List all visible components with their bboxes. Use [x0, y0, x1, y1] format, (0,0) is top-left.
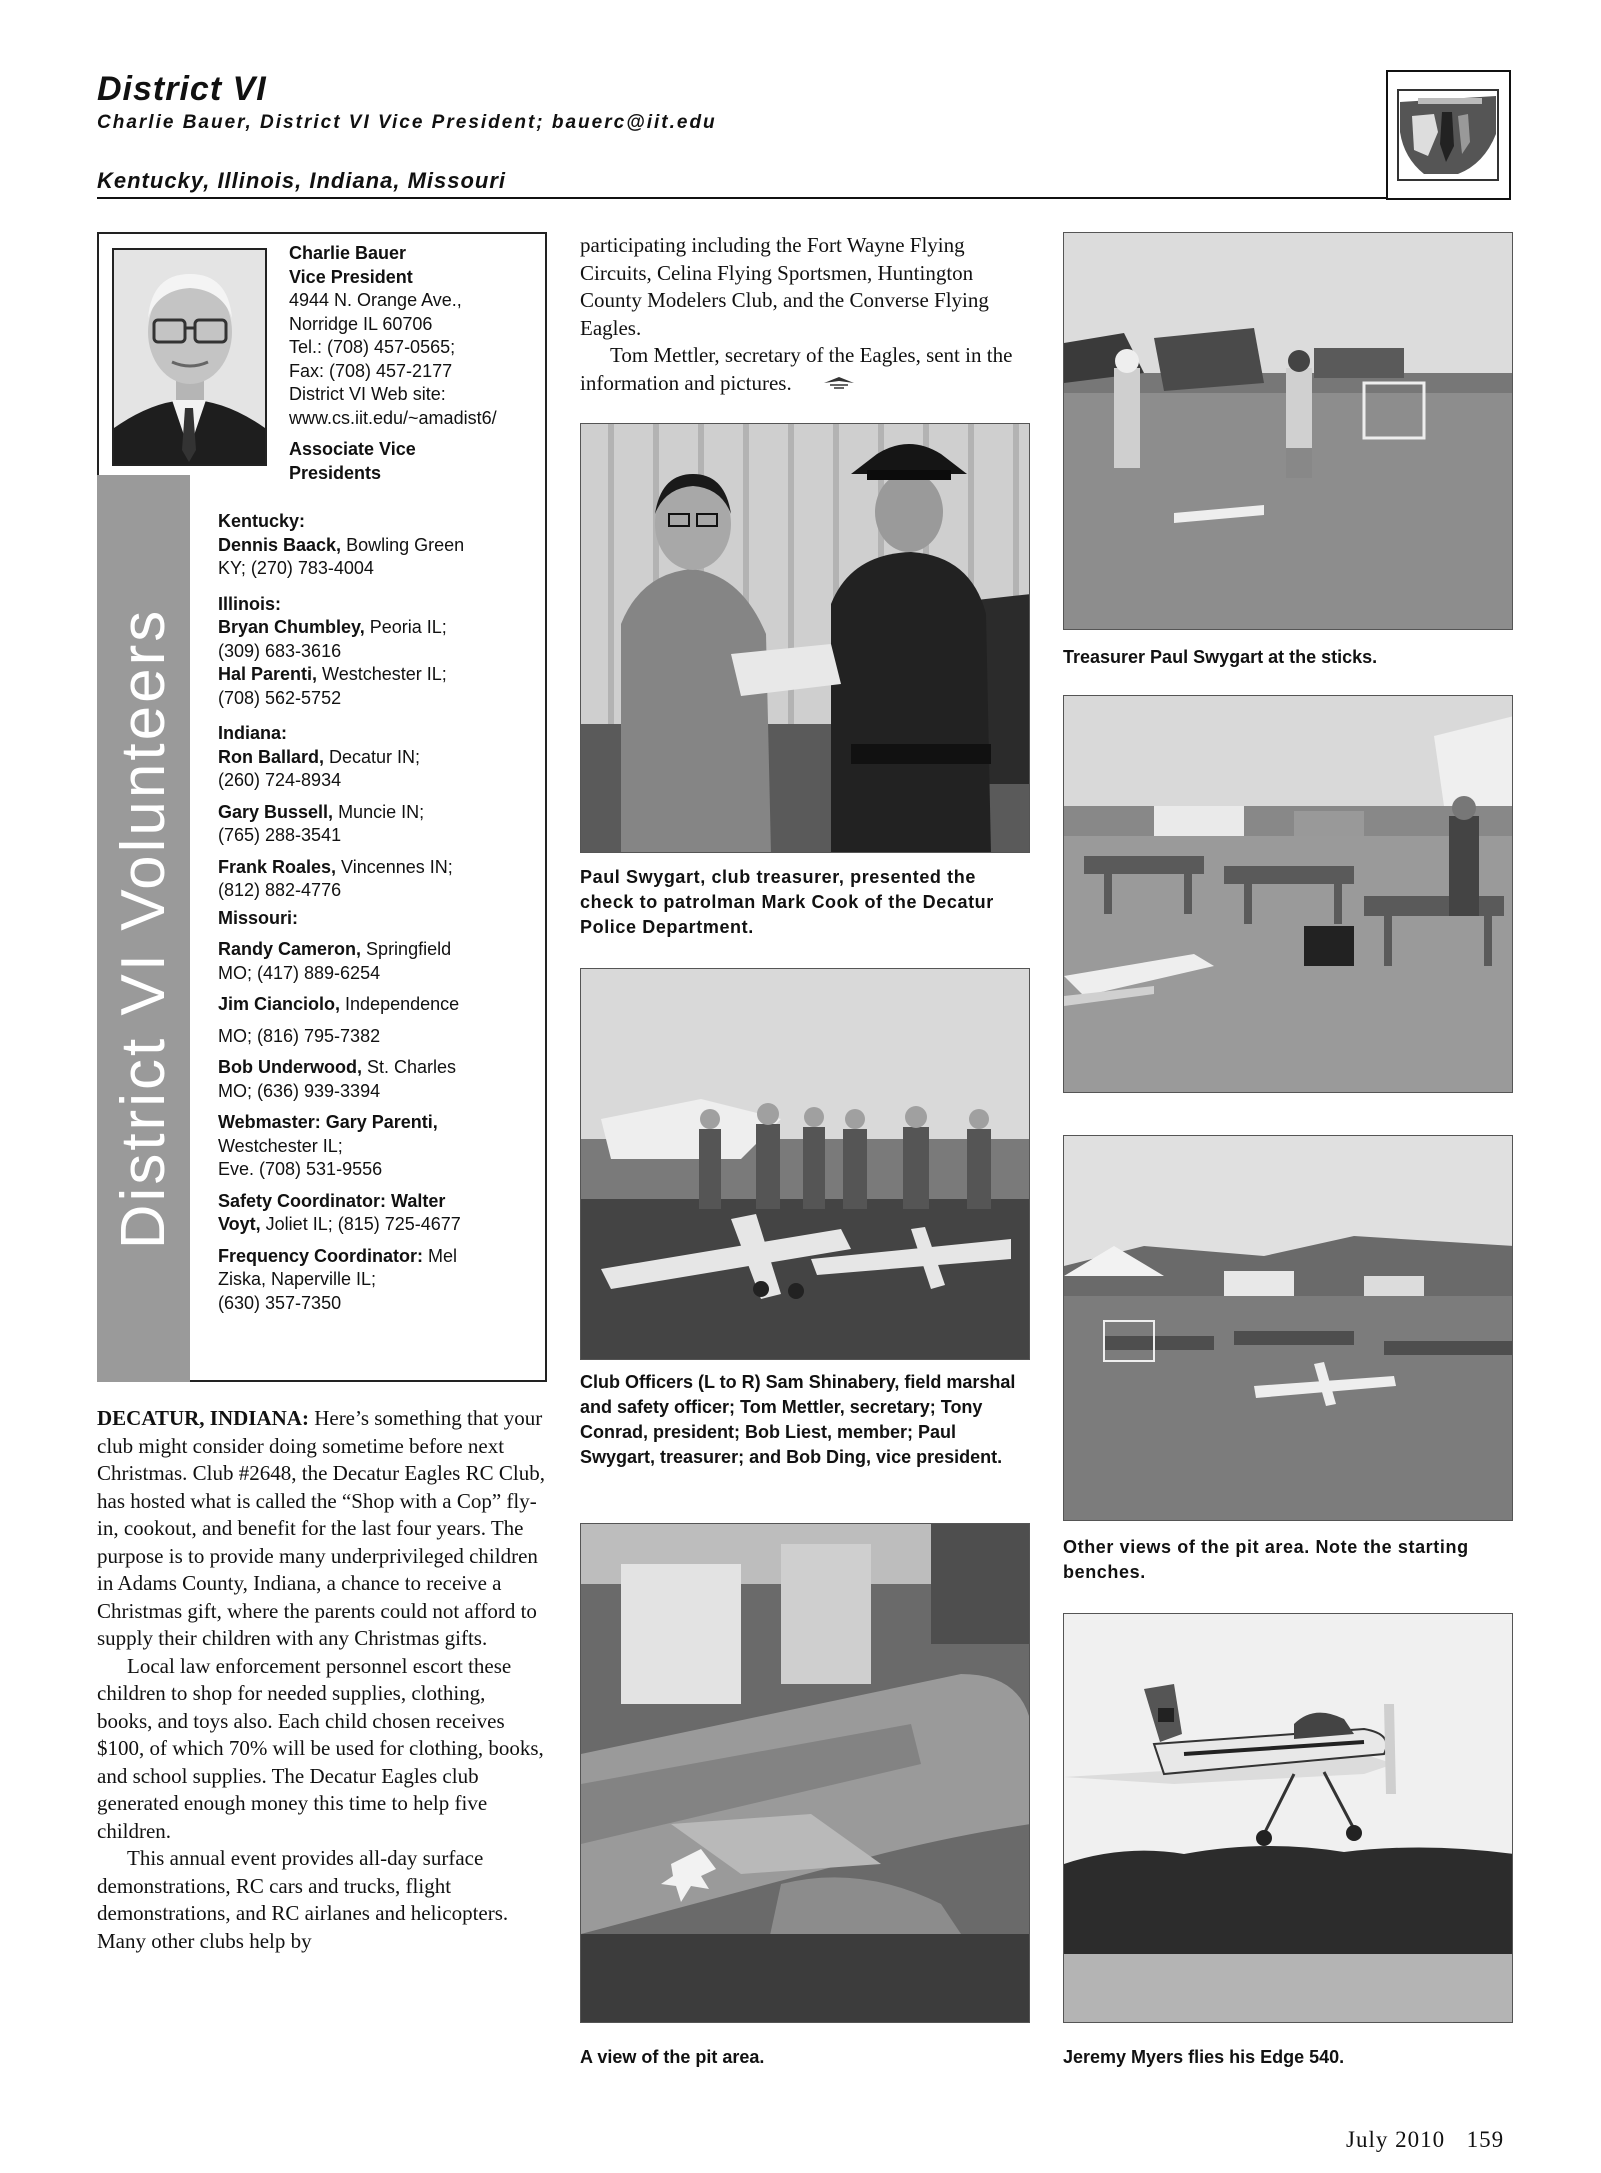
volunteers-band-title: District VI Volunteers [109, 607, 178, 1250]
district-title: District VI [97, 70, 267, 108]
ballard-phone: (260) 724-8934 [218, 770, 342, 790]
header-rule [97, 197, 1511, 199]
state-illinois: Illinois: [218, 593, 281, 614]
caption-pit: A view of the pit area. [580, 2047, 765, 2067]
page-number: 159 [1466, 2127, 1505, 2152]
vp-fax: Fax: (708) 457-2177 [289, 360, 453, 381]
safety-name: Voyt, [218, 1214, 261, 1234]
webmaster-city: Westchester IL; [218, 1135, 343, 1156]
vp-title: Vice President [289, 266, 413, 287]
state-missouri: Missouri: [218, 907, 299, 928]
cameron-city: Springfield [361, 939, 452, 959]
page-footer [1346, 2127, 1504, 2153]
photo-pit-benches-1 [1063, 695, 1513, 1093]
caption-other-views: Other views of the pit area. Note the starting benches. [1063, 1537, 1469, 1582]
cianciolo-name: Jim Cianciolo, [218, 994, 341, 1014]
article-middle-column [580, 232, 1030, 398]
vice-president-line: Charlie Bauer, District VI Vice President; bauerc@iit.edu [97, 112, 717, 133]
webmaster-label: Webmaster: Gary Parenti, [218, 1112, 438, 1132]
safety-label: Safety Coordinator: Walter [218, 1190, 446, 1211]
underwood-name: Bob Underwood, [218, 1057, 362, 1077]
article-paragraph-5: Tom Mettler, secretary of the Eagles, sent in the information and pictures. [580, 343, 1013, 395]
vp-address-1: 4944 N. Orange Ave., [289, 290, 462, 310]
vice-president-portrait [112, 248, 267, 466]
end-mark-icon [792, 371, 856, 399]
chumbley-name: Bryan Chumbley, [218, 617, 365, 637]
ballard-city: Decatur IN; [324, 746, 421, 767]
frequency-label: Frequency Coordinator: [218, 1245, 424, 1266]
roales-phone: (812) 882-4776 [218, 880, 342, 900]
webmaster-phone: Eve. (708) 531-9556 [218, 1159, 383, 1179]
photo-edge-540 [1063, 1613, 1513, 2023]
caption-check: Paul Swygart, club treasurer, presented the check to patrolman Mark Cook of the Decatur Police Department. [580, 867, 994, 937]
vp-web-link[interactable]: www.cs.iit.edu/~amadist6/ [289, 407, 497, 428]
vice-president-contact [289, 242, 539, 485]
chumbley-city: Peoria IL; [364, 617, 447, 637]
photo-treasurer-sticks [1063, 232, 1513, 630]
photo-pit-area [580, 1523, 1030, 2023]
cameron-phone: MO; (417) 889-6254 [218, 962, 381, 983]
safety-contact: Joliet IL; (815) 725-4677 [260, 1214, 461, 1234]
cianciolo-city: Independence [340, 994, 460, 1014]
caption-edge: Jeremy Myers flies his Edge 540. [1063, 2047, 1345, 2067]
vp-address-2: Norridge IL 60706 [289, 313, 433, 334]
article-paragraph-3: This annual event provides all-day surface demonstrations, RC cars and trucks, flight demonstrations, and RC airlanes and helicopters. Many other clubs help by [97, 1846, 509, 1953]
article-lead: DECATUR, INDIANA: [97, 1406, 309, 1430]
state-indiana: Indiana: [218, 723, 288, 743]
associate-vp-list [218, 510, 538, 1315]
roales-city: Vincennes IN; [336, 856, 453, 877]
frequency-city: Ziska, Naperville IL; [218, 1269, 377, 1289]
cameron-name: Randy Cameron, [218, 939, 362, 959]
vp-web-label: District VI Web site: [289, 384, 446, 404]
frequency-name: Mel [423, 1245, 458, 1266]
roales-name: Frank Roales, [218, 856, 337, 877]
vp-tel: Tel.: (708) 457-0565; [289, 337, 456, 357]
vp-name: Charlie Bauer [289, 243, 407, 263]
hparenti-city: Westchester IL; [317, 664, 447, 684]
article-paragraph-2: Local law enforcement personnel escort these children to shop for needed supplies, clothing, books, and toys also. Each child chosen receives $100, of which 70% will be used for clothing, books, and school supplies. The Decatur Eagles club generated enough money this time to help five children. [97, 1653, 544, 1843]
district-states: Kentucky, Illinois, Indiana, Missouri [97, 168, 507, 193]
underwood-phone: MO; (636) 939-3394 [218, 1080, 381, 1101]
hparenti-name: Hal Parenti, [218, 664, 318, 684]
article-left-column [97, 1405, 545, 1955]
chumbley-phone: (309) 683-3616 [218, 640, 342, 661]
hparenti-phone: (708) 562-5752 [218, 687, 342, 708]
assoc-heading-1: Associate Vice [289, 439, 416, 459]
article-paragraph-1: Here’s something that your club might consider doing sometime before next Christmas. Club #2648, the Decatur Eagles RC Club, has hosted what is called the “Shop with a Cop” fly-in, cookout, and benefit for the last four years. The purpose is to provide many underprivileged children in Adams County, Indiana, a chance to receive a Christmas gift, where the parents could not afford to supply their children with any Christmas gifts. [97, 1406, 545, 1650]
article-paragraph-4: participating including the Fort Wayne Flying Circuits, Celina Flying Sportsmen, Huntington County Modelers Club, and the Converse Flying Eagles. [580, 233, 989, 340]
bussell-city: Muncie IN; [333, 801, 425, 822]
underwood-city: St. Charles [361, 1057, 457, 1077]
assoc-heading-2: Presidents [289, 462, 382, 483]
caption-officers: Club Officers (L to R) Sam Shinabery, field marshal and safety officer; Tom Mettler, secretary; Tony Conrad, president; Bob Liest, member; Paul Swygart, treasurer; and Bob Ding, vice president. [580, 1372, 1016, 1467]
photo-check-presentation [580, 423, 1030, 853]
baack-phone: KY; (270) 783-4004 [218, 558, 374, 578]
frequency-phone: (630) 357-7350 [218, 1292, 342, 1313]
bussell-name: Gary Bussell, [218, 801, 334, 822]
baack-city: Bowling Green [341, 534, 465, 555]
issue-date: July 2010 [1346, 2127, 1446, 2152]
photo-pit-benches-2 [1063, 1135, 1513, 1521]
caption-treasurer: Treasurer Paul Swygart at the sticks. [1063, 647, 1378, 667]
bussell-phone: (765) 288-3541 [218, 825, 342, 845]
baack-name: Dennis Baack, [218, 534, 342, 555]
state-kentucky: Kentucky: [218, 511, 306, 531]
ballard-name: Ron Ballard, [218, 746, 325, 767]
cianciolo-phone: MO; (816) 795-7382 [218, 1025, 381, 1046]
photo-club-officers [580, 968, 1030, 1360]
district-logo [1386, 70, 1511, 200]
